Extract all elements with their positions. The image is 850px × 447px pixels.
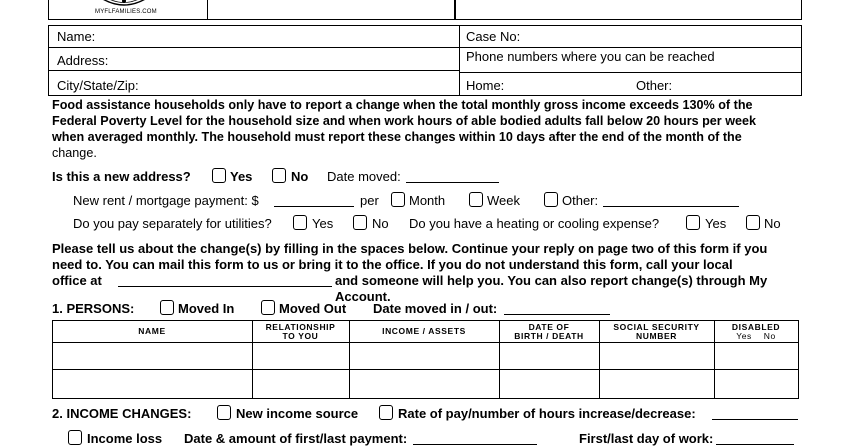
office-phone-field[interactable] xyxy=(118,286,332,287)
table-row[interactable] xyxy=(53,343,797,369)
col-birth-death-header: DATE OF BIRTH / DEATH xyxy=(514,322,584,341)
rent-amount-field[interactable] xyxy=(274,206,354,207)
moved-in-checkbox[interactable] xyxy=(160,300,174,315)
rate-change-field[interactable] xyxy=(712,419,798,420)
table-row[interactable] xyxy=(53,370,797,396)
rate-change-label: Rate of pay/number of hours increase/decrease: xyxy=(398,406,696,421)
moved-out-checkbox[interactable] xyxy=(261,300,275,315)
date-amount-field[interactable] xyxy=(413,444,537,445)
utilities-no-checkbox[interactable] xyxy=(353,215,367,230)
instructions-line-3: and someone will help you. You can also report change(s) through My Account. xyxy=(335,273,768,304)
col-name-header: NAME xyxy=(138,326,166,336)
date-amount-label: Date & amount of first/last payment: xyxy=(184,431,408,446)
col-relationship-header: RELATIONSHIP TO YOU xyxy=(265,322,336,341)
city-state-zip-label[interactable]: City/State/Zip: xyxy=(57,78,139,93)
income-changes-heading: 2. INCOME CHANGES: xyxy=(52,406,192,421)
utilities-question: Do you pay separately for utilities? xyxy=(73,216,272,231)
notice-paragraph xyxy=(52,97,812,161)
new-address-yes-checkbox[interactable] xyxy=(212,168,226,183)
col-income-header: INCOME / ASSETS xyxy=(382,326,466,336)
heating-no-label: No xyxy=(764,216,781,231)
utilities-yes-label: Yes xyxy=(312,216,334,231)
heating-question: Do you have a heating or cooling expense? xyxy=(409,216,660,231)
instructions-line-2: need to. You can mail this form to us or bring it to the office. If you do not understand this form, call your local xyxy=(52,257,733,272)
contact-divider xyxy=(459,25,460,95)
rent-month-label: Month xyxy=(409,193,446,208)
col-disabled-header: DISABLED Yes No xyxy=(731,322,781,341)
col-ssn-header: SOCIAL SECURITY NUMBER xyxy=(613,322,700,341)
heating-yes-checkbox[interactable] xyxy=(686,215,700,230)
notice-line-1: Food assistance households only have to report a change when the total monthly gross income exceeds 130% of the xyxy=(52,98,753,112)
header-logo-box xyxy=(48,0,208,20)
persons-heading: 1. PERSONS: xyxy=(52,301,135,316)
new-address-yes-label: Yes xyxy=(230,169,253,184)
heating-no-checkbox[interactable] xyxy=(746,215,760,230)
utilities-no-label: No xyxy=(372,216,389,231)
date-moved-in-out-field[interactable] xyxy=(504,314,610,315)
rent-label: New rent / mortgage payment: $ xyxy=(73,193,259,208)
first-last-day-field[interactable] xyxy=(716,444,794,445)
utilities-yes-checkbox[interactable] xyxy=(293,215,307,230)
date-moved-in-out-label: Date moved in / out: xyxy=(373,301,498,316)
rent-month-checkbox[interactable] xyxy=(391,192,405,207)
rent-other-label: Other: xyxy=(562,193,599,208)
heating-yes-label: Yes xyxy=(705,216,727,231)
name-label[interactable]: Name: xyxy=(57,29,96,44)
case-no-label[interactable]: Case No: xyxy=(466,29,521,44)
home-phone-label[interactable]: Home: xyxy=(466,78,505,93)
address-label[interactable]: Address: xyxy=(57,53,109,68)
rent-week-label: Week xyxy=(487,193,520,208)
header-title-box xyxy=(206,0,455,20)
rate-change-checkbox[interactable] xyxy=(379,405,393,420)
rent-other-field[interactable] xyxy=(603,206,739,207)
moved-out-label: Moved Out xyxy=(279,301,347,316)
other-phone-label[interactable]: Other: xyxy=(636,78,673,93)
moved-in-label: Moved In xyxy=(178,301,235,316)
rent-other-checkbox[interactable] xyxy=(544,192,558,207)
notice-line-2: Federal Poverty Level for the household size and when work hours of able bodied adults fall below 20 hours per week xyxy=(52,114,757,128)
income-loss-label: Income loss xyxy=(87,431,163,446)
instructions-line-1: Please tell us about the change(s) by filling in the spaces below. Continue your reply on page two of this form if you xyxy=(52,241,768,256)
logo-text: MYFLFAMILIES.COM xyxy=(95,9,157,15)
new-income-source-checkbox[interactable] xyxy=(217,405,231,420)
first-last-day-label: First/last day of work: xyxy=(579,431,714,446)
rent-per-label: per xyxy=(360,193,379,208)
phone-numbers-label: Phone numbers where you can be reached xyxy=(466,49,715,64)
header-right-box xyxy=(455,0,802,20)
new-address-no-checkbox[interactable] xyxy=(272,168,286,183)
income-loss-checkbox[interactable] xyxy=(68,430,82,445)
new-address-question: Is this a new address? xyxy=(52,169,191,184)
instructions-paragraph xyxy=(52,241,822,304)
instructions-office-at: office at xyxy=(52,273,102,288)
notice-line-4: change. xyxy=(52,146,97,160)
rent-week-checkbox[interactable] xyxy=(469,192,483,207)
date-moved-label: Date moved: xyxy=(327,169,401,184)
notice-line-3: when averaged monthly. The household must report these changes within 10 days after the end of the month of the xyxy=(52,130,742,144)
date-moved-field[interactable] xyxy=(406,182,499,183)
new-income-source-label: New income source xyxy=(236,406,359,421)
new-address-no-label: No xyxy=(291,169,309,184)
